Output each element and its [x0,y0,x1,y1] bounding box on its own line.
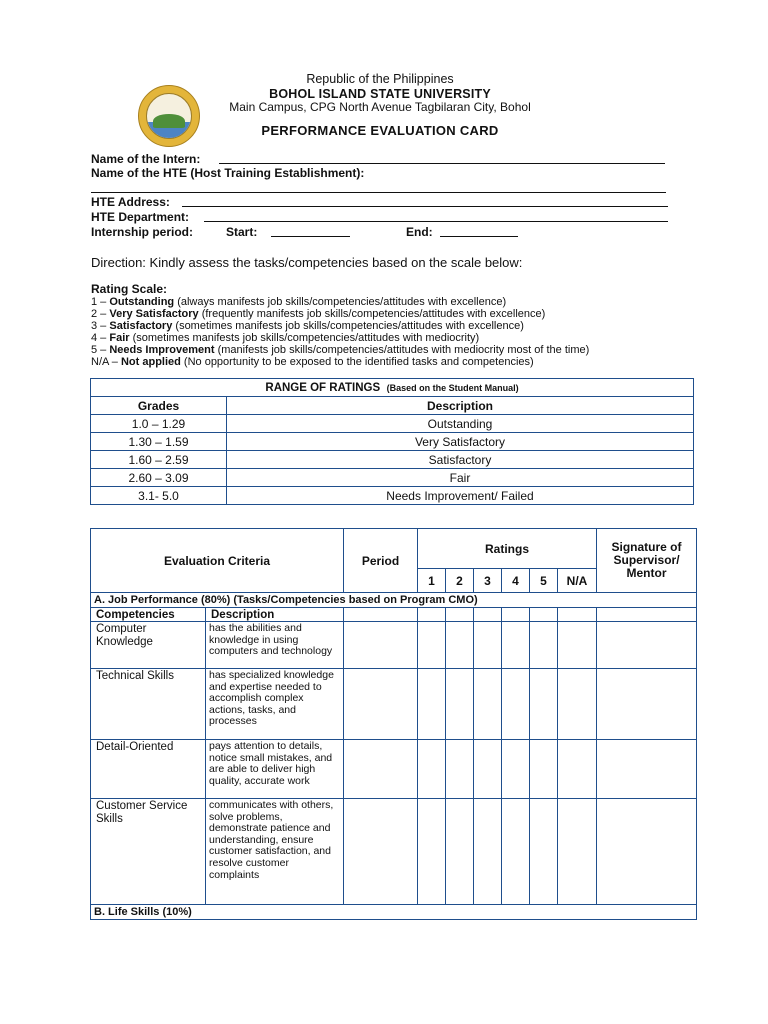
rating-cell[interactable] [502,669,530,740]
hte-name-field[interactable] [91,192,666,193]
intern-name-label: Name of the Intern: [91,152,201,166]
description-header: Description [227,397,694,415]
grade-cell: 1.60 – 2.59 [91,451,227,469]
rating-cell[interactable] [502,740,530,799]
hte-address-field[interactable] [182,206,668,207]
rating-cell[interactable] [558,799,597,905]
competency-description: pays attention to details, notice small mistakes, and are able to deliver high quality, accurate work [206,740,344,799]
grade-cell: 3.1- 5.0 [91,487,227,505]
rating-cell[interactable] [418,669,446,740]
rating-cell[interactable] [446,669,474,740]
rating-cell[interactable] [446,740,474,799]
rating-col-4: 4 [502,569,530,593]
rating-cell[interactable] [418,799,446,905]
table-row [91,799,697,905]
description-cell: Satisfactory [227,451,694,469]
range-caption: RANGE OF RATINGS (Based on the Student Manual) [91,379,694,397]
rating-cell[interactable] [474,740,502,799]
rating-col-na: N/A [558,569,597,593]
rating-scale-title: Rating Scale: [91,282,168,296]
hte-name-label: Name of the HTE (Host Training Establishment): [91,166,365,180]
rating-cell[interactable] [474,669,502,740]
rating-col-2: 2 [446,569,474,593]
rating-cell[interactable] [558,740,597,799]
description-cell: Very Satisfactory [227,433,694,451]
republic-line: Republic of the Philippines [306,72,454,86]
rating-col-5: 5 [530,569,558,593]
description-cell: Needs Improvement/ Failed [227,487,694,505]
scale-item: 5 – Needs Improvement (manifests job skills/competencies/attitudes with mediocrity most of the time) [91,344,590,356]
rating-cell[interactable] [474,622,502,669]
rating-cell[interactable] [530,669,558,740]
page-title: PERFORMANCE EVALUATION CARD [261,123,499,138]
start-date-field[interactable] [271,236,350,237]
rating-cell[interactable] [446,622,474,669]
rating-cell[interactable] [418,622,446,669]
signature-header: Signature of Supervisor/ Mentor [597,529,697,593]
signature-cell[interactable] [597,669,697,740]
rating-col-1: 1 [418,569,446,593]
rating-cell[interactable] [418,740,446,799]
table-row [91,740,697,799]
rating-cell[interactable] [502,799,530,905]
rating-cell[interactable] [558,622,597,669]
grade-cell: 2.60 – 3.09 [91,469,227,487]
grade-cell: 1.30 – 1.59 [91,433,227,451]
competency-description: communicates with others, solve problems, demonstrate patience and understanding, ensure customer satisfaction, and resolve customer complaints [206,799,344,905]
table-row [91,433,694,451]
scale-item: 1 – Outstanding (always manifests job skills/competencies/attitudes with excellence) [91,296,507,308]
range-of-ratings-table [90,378,694,505]
rating-cell[interactable] [446,799,474,905]
table-row [91,669,697,740]
rating-cell[interactable] [502,622,530,669]
hte-department-label: HTE Department: [91,210,190,224]
rating-cell[interactable] [530,622,558,669]
direction-text: Direction: Kindly assess the tasks/competencies based on the scale below: [91,255,523,270]
university-name: BOHOL ISLAND STATE UNIVERSITY [269,87,491,101]
description-cell: Outstanding [227,415,694,433]
hte-department-field[interactable] [204,221,668,222]
evaluation-table [90,528,697,920]
competency-cell: Customer Service Skills [91,799,206,905]
signature-cell[interactable] [597,622,697,669]
table-row [91,487,694,505]
competency-description: has the abilities and knowledge in using computers and technology [206,622,344,669]
signature-cell[interactable] [597,740,697,799]
grades-header: Grades [91,397,227,415]
hte-address-label: HTE Address: [91,195,170,209]
signature-cell[interactable] [597,799,697,905]
rating-cell[interactable] [558,669,597,740]
table-row [91,415,694,433]
campus-address: Main Campus, CPG North Avenue Tagbilaran City, Bohol [229,100,531,114]
rating-col-3: 3 [474,569,502,593]
table-row [91,469,694,487]
criteria-header: Evaluation Criteria [91,529,344,593]
rating-cell[interactable] [530,799,558,905]
section-b-header: B. Life Skills (10%) [91,905,697,920]
competency-cell: Computer Knowledge [91,622,206,669]
ratings-header: Ratings [418,529,597,569]
period-cell[interactable] [344,799,418,905]
competency-cell: Technical Skills [91,669,206,740]
rating-cell[interactable] [474,799,502,905]
table-row [91,451,694,469]
scale-item: 4 – Fair (sometimes manifests job skills/competencies/attitudes with mediocrity) [91,332,480,344]
competencies-subheader: Competencies [91,608,206,622]
end-label: End: [406,225,433,239]
table-row [91,622,697,669]
competency-cell: Detail-Oriented [91,740,206,799]
start-label: Start: [226,225,258,239]
section-a-header: A. Job Performance (80%) (Tasks/Competencies based on Program CMO) [91,593,697,608]
description-cell: Fair [227,469,694,487]
scale-item: 2 – Very Satisfactory (frequently manifests job skills/competencies/attitudes with excellence) [91,308,546,320]
internship-period-label: Internship period: [91,225,193,239]
end-date-field[interactable] [440,236,518,237]
grade-cell: 1.0 – 1.29 [91,415,227,433]
period-cell[interactable] [344,669,418,740]
intern-name-field[interactable] [219,163,665,164]
rating-cell[interactable] [530,740,558,799]
description-subheader: Description [206,608,344,622]
scale-item: 3 – Satisfactory (sometimes manifests job skills/competencies/attitudes with excellence) [91,320,524,332]
period-header: Period [344,529,418,593]
period-cell[interactable] [344,740,418,799]
competency-description: has specialized knowledge and expertise needed to accomplish complex actions, tasks, and processes [206,669,344,740]
scale-item: N/A – Not applied (No opportunity to be exposed to the identified tasks and competencies) [91,356,534,368]
period-cell[interactable] [344,622,418,669]
